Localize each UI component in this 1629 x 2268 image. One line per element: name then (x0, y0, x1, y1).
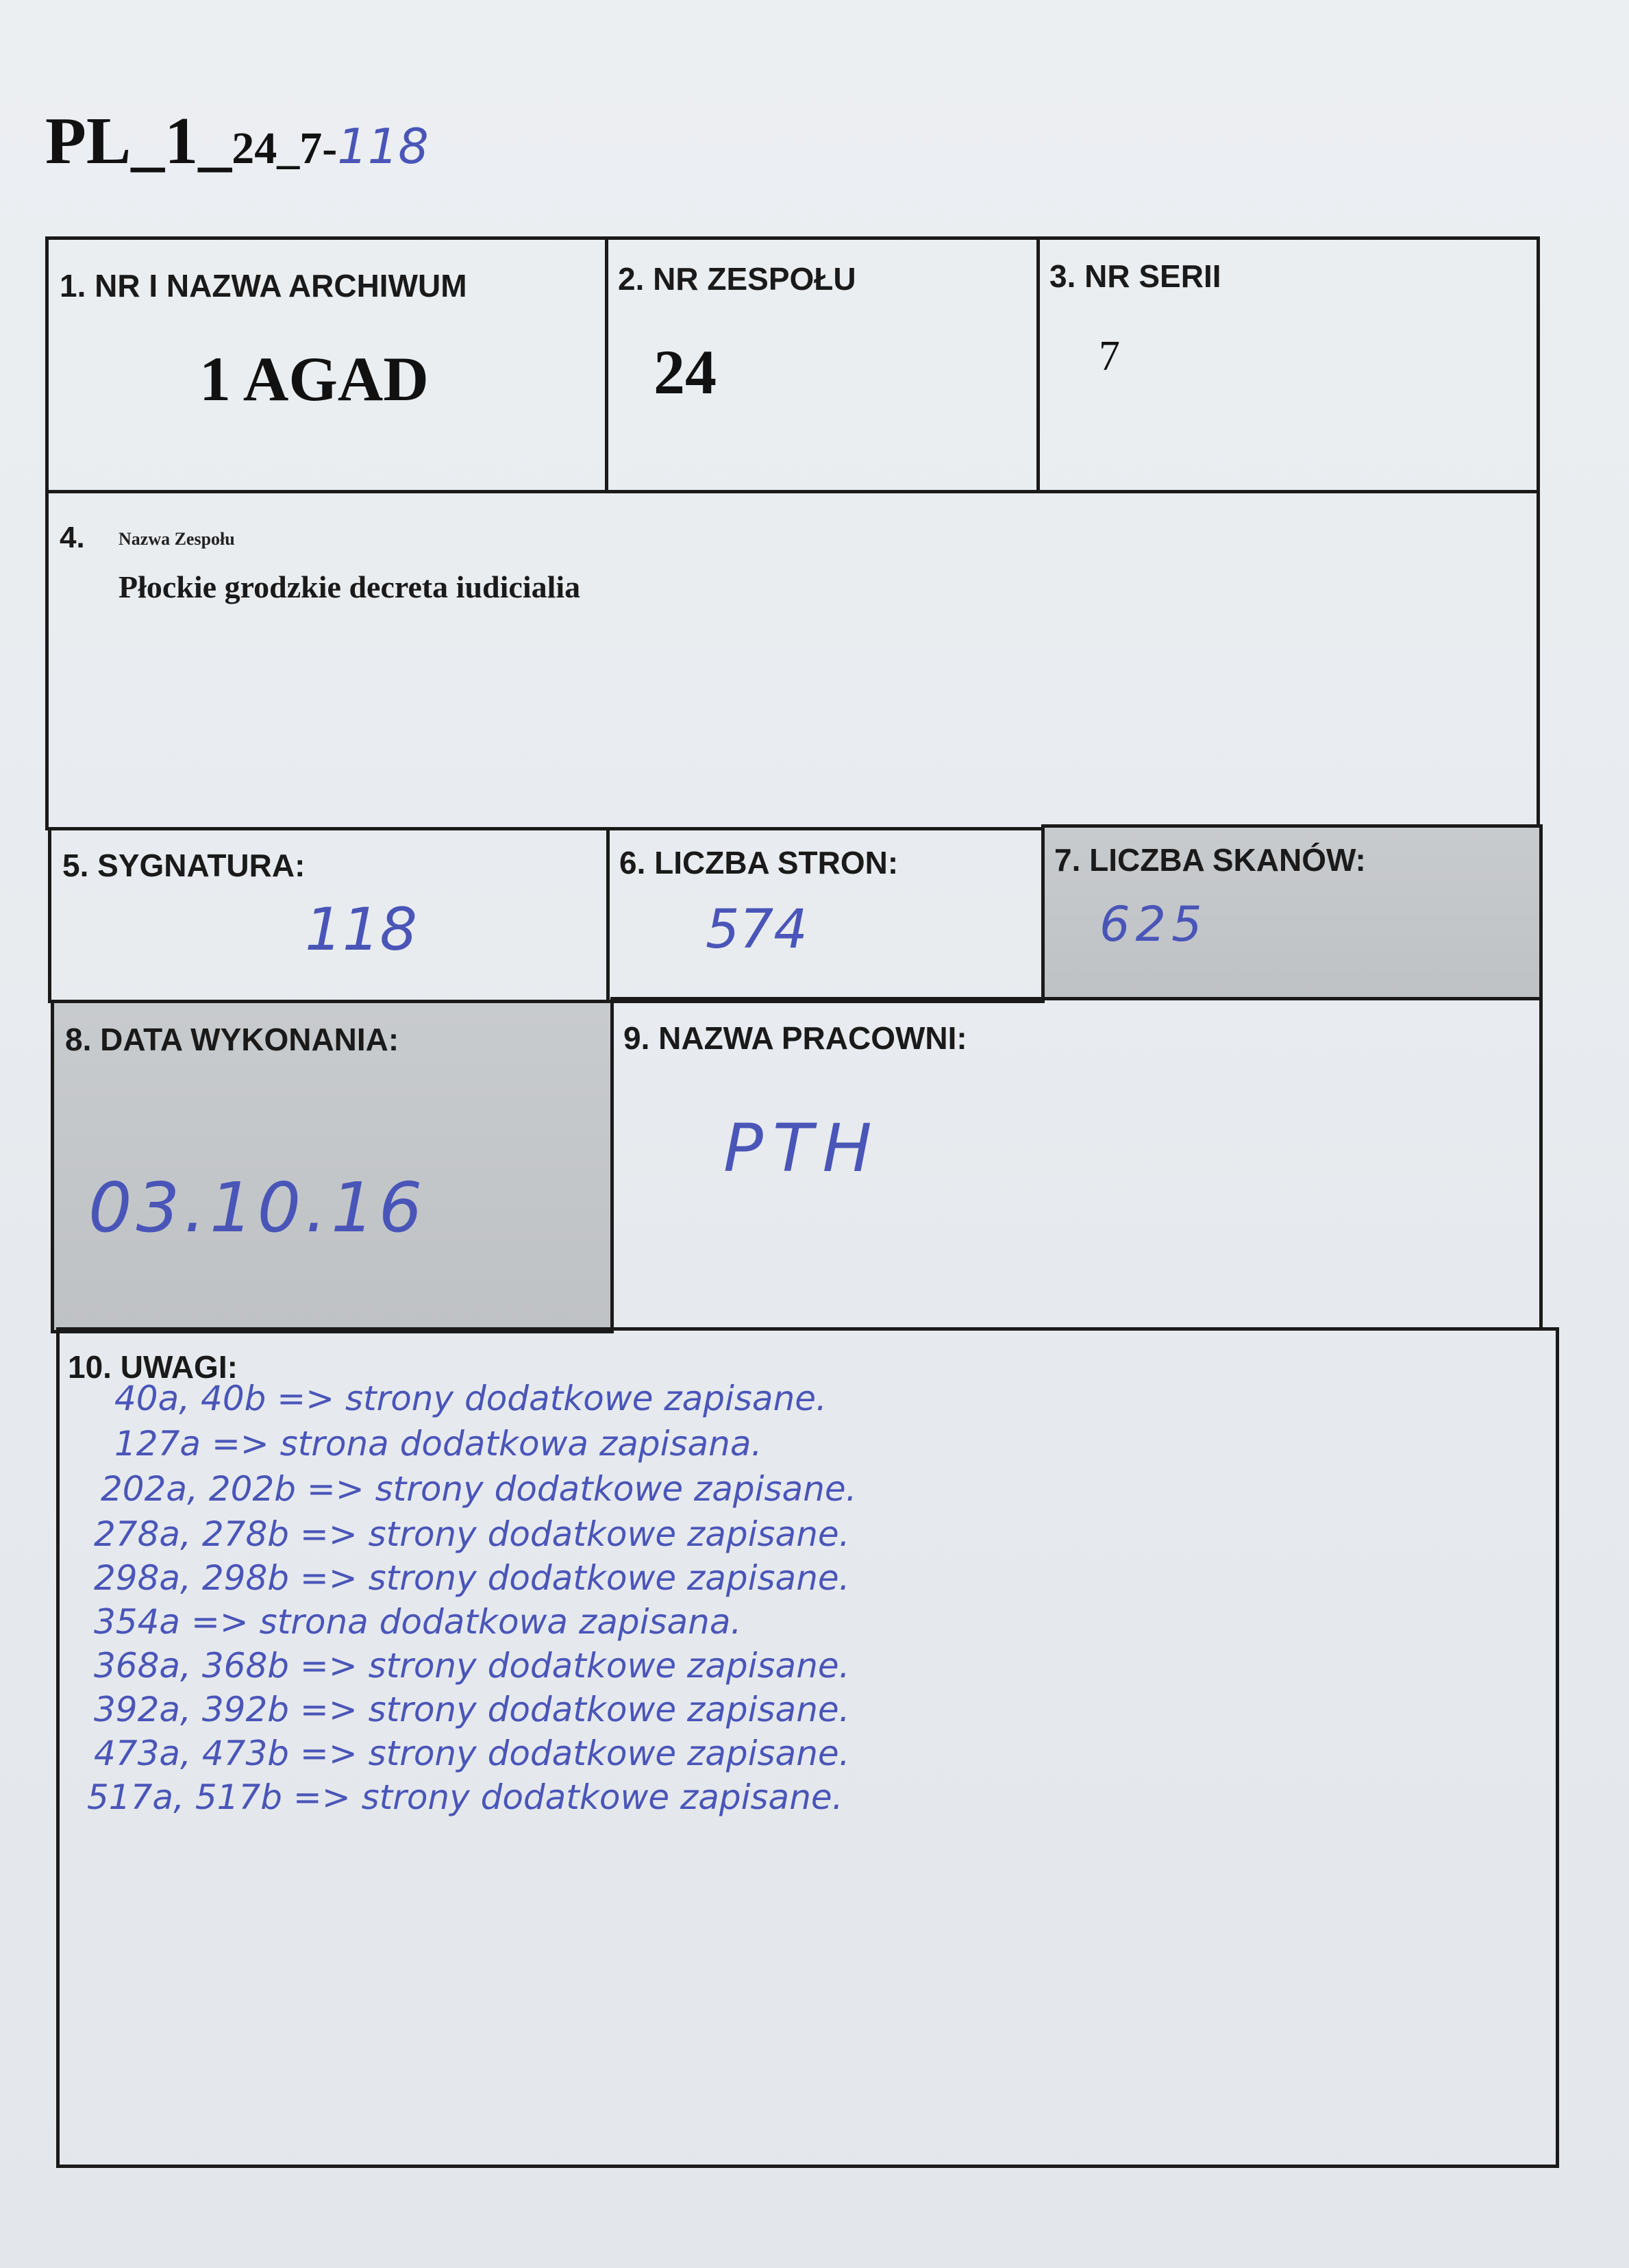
field-series-no (1036, 236, 1540, 493)
reference-fond: 24 (232, 123, 277, 173)
remark-line-5: 298a, 298b => strony dodatkowe zapisane. (94, 1558, 850, 1598)
field-fond-name-sublabel: Nazwa Zespołu (119, 529, 235, 549)
field-date (51, 1000, 614, 1333)
field-fond-name-number: 4. (60, 521, 85, 554)
field-fond-no-value: 24 (654, 337, 717, 407)
reference-code (45, 103, 429, 180)
field-scans-value: 625 (1099, 896, 1208, 952)
reference-prefix: PL_1_ (45, 104, 232, 178)
field-studio-value: PTH (723, 1110, 882, 1187)
field-archive-label: 1. NR I NAZWA ARCHIWUM (60, 268, 467, 304)
remark-line-3: 202a, 202b => strony dodatkowe zapisane. (101, 1469, 857, 1509)
field-pages-value: 574 (706, 899, 808, 961)
field-date-label: 8. DATA WYKONANIA: (65, 1022, 399, 1057)
remark-line-7: 368a, 368b => strony dodatkowe zapisane. (94, 1646, 850, 1686)
reference-file-handwritten: 118 (337, 119, 429, 175)
field-series-no-value: 7 (1099, 333, 1120, 380)
field-remarks-label: 10. UWAGI: (68, 1349, 238, 1385)
reference-series: _7- (277, 123, 338, 173)
field-scans (1041, 824, 1543, 1000)
field-archive-value: 1 AGAD (199, 344, 429, 414)
field-remarks (56, 1327, 1559, 2168)
field-fond-name (45, 490, 1540, 830)
remark-line-9: 473a, 473b => strony dodatkowe zapisane. (94, 1734, 850, 1773)
field-studio (610, 997, 1543, 1331)
remark-line-10: 517a, 517b => strony dodatkowe zapisane. (87, 1777, 843, 1817)
remark-line-4: 278a, 278b => strony dodatkowe zapisane. (94, 1514, 850, 1554)
field-series-no-label: 3. NR SERII (1049, 258, 1221, 294)
field-signature-value: 118 (305, 896, 418, 964)
field-fond-name-value: Płockie grodzkie decreta iudicialia (119, 569, 581, 604)
field-date-value: 03.10.16 (88, 1168, 427, 1248)
field-fond-no (605, 236, 1040, 493)
field-signature (48, 827, 610, 1003)
field-pages-label: 6. LICZBA STRON: (619, 845, 899, 880)
field-archive (45, 236, 608, 493)
field-pages (606, 827, 1045, 1003)
field-signature-label: 5. SYGNATURA: (62, 848, 306, 883)
remark-line-6: 354a => strona dodatkowa zapisana. (94, 1602, 742, 1642)
field-studio-label: 9. NAZWA PRACOWNI: (623, 1020, 967, 1056)
remarks-lines (87, 1379, 1539, 1858)
remark-line-1: 40a, 40b => strony dodatkowe zapisane. (114, 1379, 827, 1418)
field-fond-no-label: 2. NR ZESPOŁU (618, 261, 856, 297)
field-scans-label: 7. LICZBA SKANÓW: (1054, 842, 1366, 878)
remark-line-2: 127a => strona dodatkowa zapisana. (114, 1424, 762, 1464)
remark-line-8: 392a, 392b => strony dodatkowe zapisane. (94, 1690, 850, 1729)
